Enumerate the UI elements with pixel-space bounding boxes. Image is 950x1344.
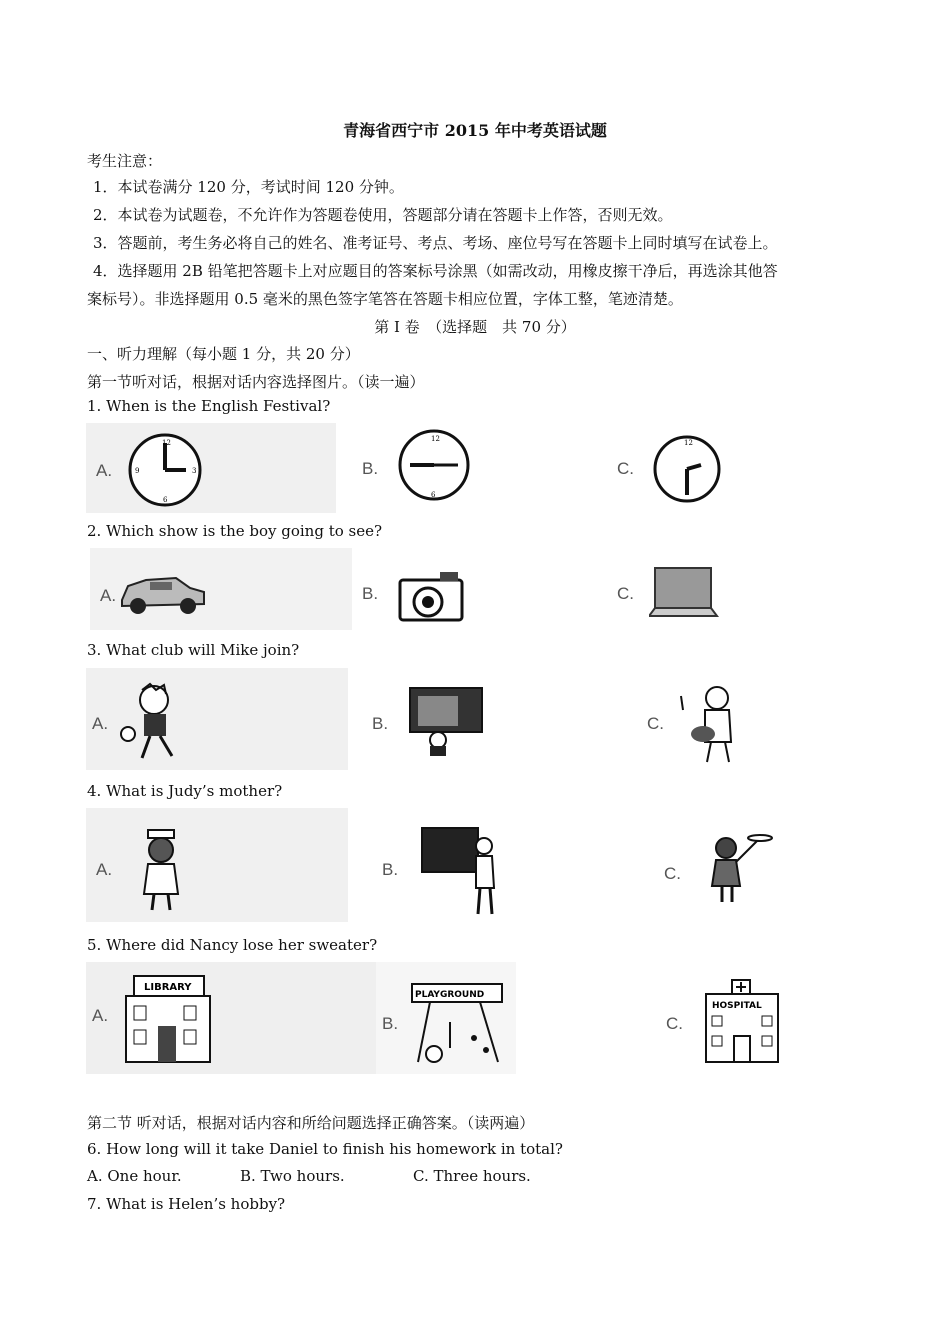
camera-icon — [398, 570, 464, 626]
question-1: 1. When is the English Festival? — [87, 397, 331, 415]
library-building-icon — [120, 972, 212, 1068]
clock-quarter-to-ten-icon — [396, 427, 472, 505]
option-b-panel — [354, 808, 504, 922]
notice-item-4: 4．选择题用 2B 铅笔把答题卡上对应题目的答案标号涂黑（如需改动，用橡皮擦干净后，再选涂其他答 — [93, 262, 778, 280]
option-b-label: B. — [362, 584, 379, 603]
option-a-label: A. — [96, 860, 113, 879]
option-c-label: C. — [617, 584, 634, 603]
svg-text:3: 3 — [192, 467, 197, 475]
option-a-label: A. — [92, 1006, 109, 1025]
boy-painting-icon — [408, 686, 484, 756]
question-6-answer-a: A. One hour. — [87, 1167, 182, 1185]
library-sign: LIBRARY — [144, 982, 192, 993]
playground-sign: PLAYGROUND — [415, 990, 485, 1000]
section-one-heading: 一、听力理解（每小题 1 分，共 20 分） — [87, 345, 360, 363]
nurse-icon — [136, 828, 186, 914]
question-2-images — [86, 548, 726, 630]
teacher-at-blackboard-icon — [420, 824, 500, 916]
question-3: 3. What club will Mike join? — [87, 641, 300, 659]
option-b-panel — [354, 423, 484, 513]
waitress-carrying-tray-icon — [696, 830, 776, 906]
boy-playing-guitar-icon — [677, 682, 741, 766]
option-c-label: C. — [664, 864, 681, 883]
question-2: 2. Which show is the boy going to see? — [87, 522, 383, 540]
option-a-label: A. — [96, 461, 113, 480]
question-1-images — [86, 423, 726, 513]
svg-text:6: 6 — [163, 496, 168, 504]
svg-text:12: 12 — [431, 435, 440, 443]
page-title: 青海省西宁市 2015 年中考英语试题 — [343, 121, 607, 140]
option-a-panel — [86, 423, 336, 513]
question-3-images — [86, 668, 726, 770]
sub-section-two-heading: 第二节 听对话，根据对话内容和所给问题选择正确答案。（读两遍） — [87, 1114, 535, 1132]
svg-text:6: 6 — [431, 491, 436, 499]
option-c-panel — [646, 808, 786, 922]
option-b-label: B. — [382, 1014, 399, 1033]
option-c-label: C. — [647, 714, 664, 733]
option-a-label: A. — [100, 586, 117, 605]
svg-text:12: 12 — [162, 439, 171, 447]
option-a-panel — [90, 548, 352, 630]
part-one-heading: 第 Ⅰ 卷 （选择题 共 70 分） — [374, 318, 576, 336]
option-a-panel — [86, 808, 348, 922]
option-b-panel — [354, 548, 484, 630]
question-5-images — [86, 962, 786, 1074]
question-4: 4. What is Judy’s mother? — [87, 782, 283, 800]
car-icon — [118, 566, 208, 618]
playground-icon — [410, 982, 506, 1068]
clock-three-oclock-icon — [126, 429, 204, 511]
laptop-icon — [649, 566, 719, 628]
notice-item-2: 2．本试卷为试题卷，不允许作为答题卷使用，答题部分请在答题卡上作答，否则无效。 — [93, 206, 673, 224]
svg-text:12: 12 — [684, 439, 693, 447]
option-c-label: C. — [617, 459, 634, 478]
question-6-answer-c: C. Three hours. — [413, 1167, 531, 1185]
option-a-panel — [86, 962, 376, 1074]
option-b-panel — [376, 962, 516, 1074]
question-6: 6. How long will it take Daniel to finish his homework in total? — [87, 1140, 563, 1158]
notice-heading: 考生注意： — [87, 152, 163, 170]
option-a-label: A. — [92, 714, 109, 733]
option-b-panel — [354, 668, 494, 770]
question-4-images — [86, 808, 786, 922]
notice-item-3: 3．答题前，考生务必将自己的姓名、准考证号、考点、考场、座位号写在答题卡上同时填写在试卷上。 — [93, 234, 778, 252]
boy-playing-soccer-icon — [120, 682, 190, 768]
question-7: 7. What is Helen’s hobby? — [87, 1195, 286, 1213]
svg-text:9: 9 — [135, 467, 140, 475]
option-b-label: B. — [382, 860, 399, 879]
sub-section-one-heading: 第一节听对话，根据对话内容选择图片。（读一遍） — [87, 373, 425, 391]
option-b-label: B. — [362, 459, 379, 478]
option-c-label: C. — [666, 1014, 683, 1033]
option-c-panel — [611, 548, 726, 630]
option-a-panel — [86, 668, 348, 770]
notice-item-4-cont: 案标号）。非选择题用 0.5 毫米的黑色签字笔答在答题卡相应位置，字体工整，笔迹清楚。 — [87, 290, 683, 308]
hospital-building-icon — [702, 978, 782, 1066]
notice-item-1: 1．本试卷满分 120 分，考试时间 120 分钟。 — [93, 178, 404, 196]
option-c-panel — [611, 423, 726, 513]
hospital-sign: HOSPITAL — [712, 1001, 762, 1011]
clock-half-past-three-icon — [651, 431, 723, 507]
option-b-label: B. — [372, 714, 389, 733]
question-5: 5. Where did Nancy lose her sweater? — [87, 936, 378, 954]
question-6-answer-b: B. Two hours. — [240, 1167, 345, 1185]
option-c-panel — [611, 668, 726, 770]
option-c-panel — [656, 962, 786, 1074]
